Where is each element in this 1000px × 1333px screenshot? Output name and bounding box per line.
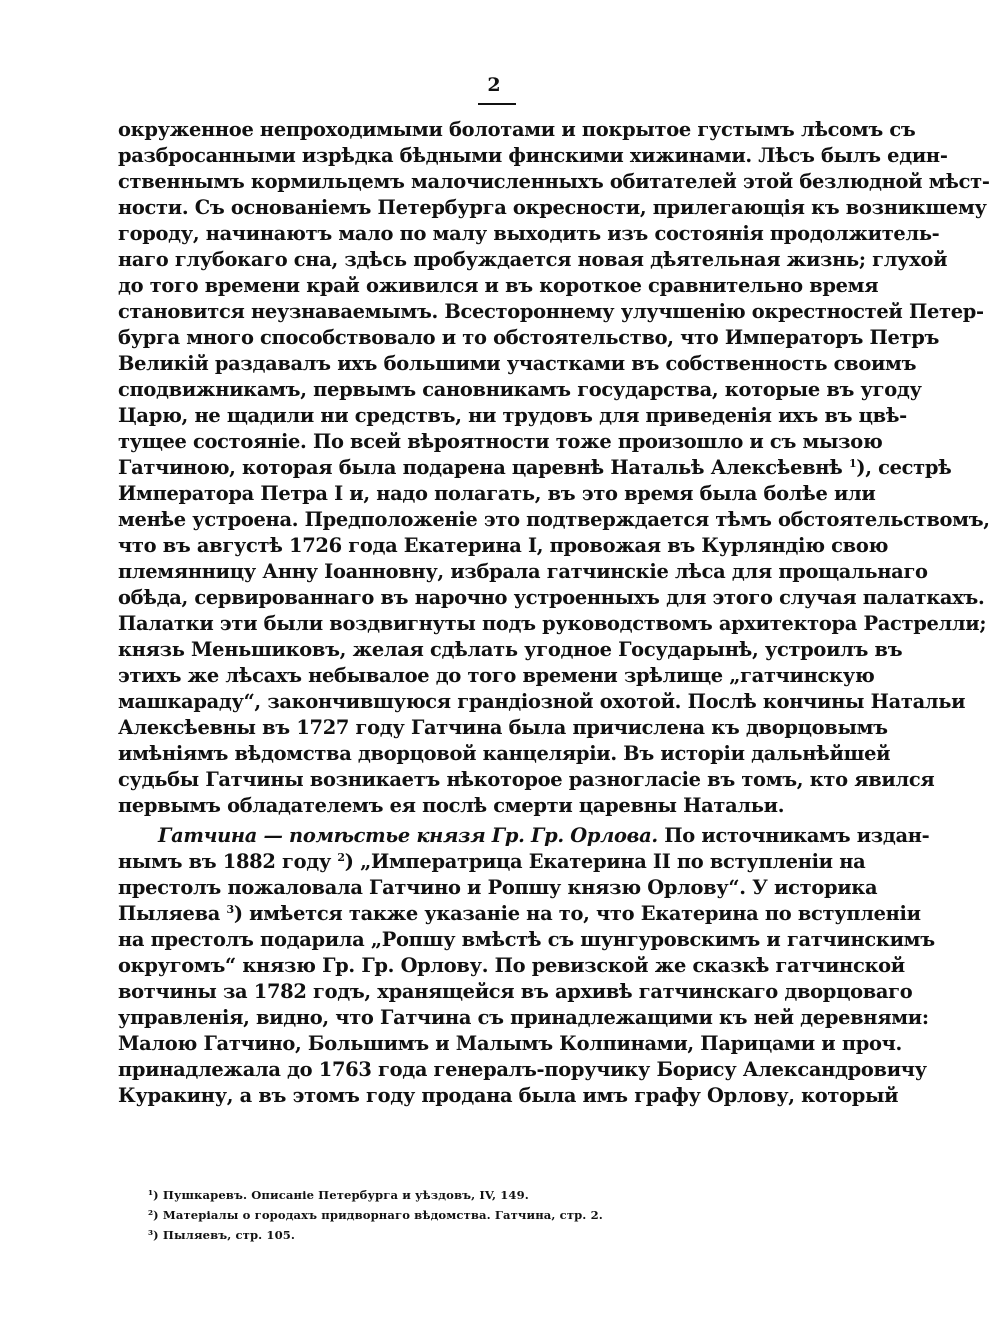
text-run: ) „Императрица Екатерина II по вступленіи на <box>344 850 866 873</box>
footnote-marker: ²) <box>148 1208 159 1222</box>
page-number-rule <box>478 103 516 105</box>
paragraph-2-first-line <box>118 823 930 849</box>
text-line: вотчины за 1782 годъ, хранящейся въ архивѣ гатчинскаго дворцоваго <box>118 980 913 1003</box>
text-line-with-footnote-3 <box>118 901 921 927</box>
text-line: разбросанными изрѣдка бѣдными финскими хижинами. Лѣсъ былъ един- <box>118 144 948 167</box>
text-line: становится неузнаваемымъ. Всестороннему улучшенію окрестностей Петер- <box>118 300 984 323</box>
page-number: 2 <box>487 74 501 96</box>
text-line: Малою Гатчино, Большимъ и Малымъ Колпинами, Парицами и проч. <box>118 1032 902 1055</box>
footnotes <box>148 1185 768 1245</box>
text-line: бурга много способствовало и то обстоятельство, что Императоръ Петръ <box>118 326 940 349</box>
text-line: городу, начинаютъ мало по малу выходить изъ состоянія продолжитель- <box>118 222 940 245</box>
text-line: первымъ обладателемъ ея послѣ смерти царевны Натальи. <box>118 794 785 817</box>
text-line: наго глубокаго сна, здѣсь пробуждается новая дѣятельная жизнь; глухой <box>118 248 948 271</box>
footnote-1 <box>148 1185 768 1205</box>
text-line: племянницу Анну Іоанновну, избрала гатчинскіе лѣса для прощальнаго <box>118 560 928 583</box>
footnote-3 <box>148 1225 768 1245</box>
text-line: тущее состояніе. По всей вѣроятности тоже произошло и съ мызою <box>118 430 883 453</box>
footnote-ref-1: 1 <box>848 457 857 470</box>
paragraph-1 <box>118 117 990 819</box>
body-text <box>118 117 990 1109</box>
footnote-ref-2: 2 <box>337 851 345 864</box>
text-run: ), сестрѣ <box>856 456 952 479</box>
text-line: Императора Петра I и, надо полагать, въ это время была болѣе или <box>118 482 876 505</box>
footnote-text: Матеріалы о городахъ придворнаго вѣдомства. Гатчина, стр. 2. <box>162 1208 603 1222</box>
text-line: принадлежала до 1763 года генералъ-поручику Борису Александровичу <box>118 1058 927 1081</box>
text-line: управленія, видно, что Гатчина съ принадлежащими къ ней деревнями: <box>118 1006 929 1029</box>
text-line: обѣда, сервированнаго въ нарочно устроенныхъ для этого случая палаткахъ. <box>118 586 985 609</box>
text-line: князь Меньшиковъ, желая сдѣлать угодное Государынѣ, устроилъ въ <box>118 638 903 661</box>
footnote-text: Пыляевъ, стр. 105. <box>162 1228 296 1242</box>
text-line: что въ августѣ 1726 года Екатерина I, провожая въ Курляндію свою <box>118 534 889 557</box>
text-line: менѣе устроена. Предположеніе это подтверждается тѣмъ обстоятельствомъ, <box>118 508 990 531</box>
text-line: Великій раздавалъ ихъ большими участками въ собственность своимъ <box>118 352 917 375</box>
text-line: этихъ же лѣсахъ небывалое до того времени зрѣлище „гатчинскую <box>118 664 875 687</box>
footnote-text: Пушкаревъ. Описаніе Петербурга и уѣздовъ, IV, 149. <box>162 1188 529 1202</box>
text-line-with-footnote-2 <box>118 849 864 875</box>
text-run: Гатчиною, которая была подарена царевнѣ Натальѣ Алексѣевнѣ <box>118 456 849 479</box>
paragraph-2 <box>118 823 935 1109</box>
text-run: ) имѣется также указаніе на то, что Екатерина по вступленіи <box>233 902 921 925</box>
footnote-marker: ¹) <box>148 1188 159 1202</box>
text-line: ственнымъ кормильцемъ малочисленныхъ обитателей этой безлюдной мѣст- <box>118 170 990 193</box>
text-run: По источникамъ издан- <box>664 824 930 847</box>
text-line-with-footnote-1 <box>118 455 952 481</box>
text-line: до того времени край оживился и въ короткое сравнительно время <box>118 274 879 297</box>
footnote-marker: ³) <box>148 1228 159 1242</box>
footnote-2 <box>148 1205 768 1225</box>
text-line: Палатки эти были воздвигнуты подъ руководствомъ архитектора Растрелли; <box>118 612 987 635</box>
text-line: округомъ“ князю Гр. Гр. Орлову. По ревизской же сказкѣ гатчинской <box>118 954 905 977</box>
text-run: нымъ въ 1882 году <box>118 850 338 873</box>
text-line: Царю, не щадили ни средствъ, ни трудовъ для приведенія ихъ въ цвѣ- <box>118 404 907 427</box>
text-line: машкараду“, закончившуюся грандіозной охотой. Послѣ кончины Натальи <box>118 690 966 713</box>
text-run: Пыляева <box>118 902 227 925</box>
text-line: Алексѣевны въ 1727 году Гатчина была причислена къ дворцовымъ <box>118 716 888 739</box>
footnote-ref-3: 3 <box>226 903 234 916</box>
text-line: ности. Съ основаніемъ Петербурга окресности, прилегающія къ возникшему <box>118 196 987 219</box>
text-line: на престолъ подарила „Ропшу вмѣстѣ съ шунгуровскимъ и гатчинскимъ <box>118 928 935 951</box>
text-line: имѣніямъ вѣдомства дворцовой канцеляріи. Въ исторіи дальнѣйшей <box>118 742 891 765</box>
section-heading: Гатчина — помѣстье князя Гр. Гр. Орлова. <box>158 824 658 847</box>
text-line: судьбы Гатчины возникаетъ нѣкоторое разногласіе въ томъ, кто явился <box>118 768 935 791</box>
text-line: престолъ пожаловала Гатчино и Ропшу князю Орлову“. У историка <box>118 876 878 899</box>
text-line: Куракину, а въ этомъ году продана была имъ графу Орлову, который <box>118 1084 899 1107</box>
text-line: окруженное непроходимыми болотами и покрытое густымъ лѣсомъ съ <box>118 118 916 141</box>
text-line: сподвижникамъ, первымъ сановникамъ государства, которые въ угоду <box>118 378 922 401</box>
